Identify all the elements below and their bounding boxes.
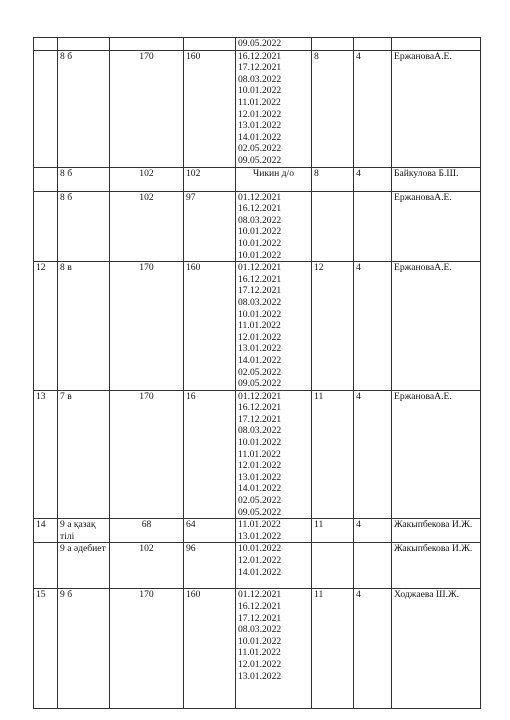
date-line: 09.05.2022 — [238, 506, 282, 518]
table-row — [34, 167, 481, 191]
dates-cell — [236, 262, 312, 391]
date-line: 13.01.2022 — [238, 120, 282, 132]
teacher-cell: ЕржановаА.Е. — [392, 262, 481, 391]
teacher-cell: Байкулова Б.Ш. — [392, 167, 481, 191]
date-line: 14.01.2022 — [238, 131, 282, 143]
class-cell: 9 а қазақ тілі — [58, 519, 110, 543]
dates-cell — [236, 543, 312, 589]
date-line: 17.12.2021 — [238, 285, 282, 297]
dates-cell — [236, 390, 312, 519]
count-cell: 8 — [312, 167, 354, 191]
date-line: Чикин д/о — [252, 167, 295, 179]
class-cell: 8 б — [58, 167, 110, 191]
row-number-cell — [34, 167, 58, 191]
planned-hours-cell: 102 — [110, 191, 184, 262]
date-line: 10.01.2022 — [238, 308, 282, 320]
dates-cell — [236, 167, 312, 191]
date-line: 17.12.2021 — [238, 612, 282, 624]
class-cell: 8 в — [58, 262, 110, 391]
class-cell: 9 а әдебиет — [58, 543, 110, 589]
grade-cell: 4 — [354, 167, 392, 191]
count-cell: 11 — [312, 589, 354, 709]
date-line: 13.01.2022 — [238, 530, 282, 542]
date-line: 12.01.2022 — [238, 460, 282, 472]
date-line: 11.01.2022 — [238, 448, 281, 460]
given-hours-cell: 160 — [184, 50, 236, 167]
date-line: 10.01.2022 — [238, 437, 282, 449]
date-line: 13.01.2022 — [238, 471, 282, 483]
table-row — [34, 589, 481, 709]
grade-cell: 4 — [354, 262, 392, 391]
count-cell: 12 — [312, 262, 354, 391]
dates-cell — [236, 38, 312, 51]
date-line: 08.03.2022 — [238, 214, 282, 226]
planned-hours-cell: 170 — [110, 390, 184, 519]
planned-hours-cell: 170 — [110, 262, 184, 391]
teacher-cell: ЕржановаА.Е. — [392, 191, 481, 262]
table-row — [34, 262, 481, 391]
date-line: 08.03.2022 — [238, 624, 282, 636]
planned-hours-cell: 170 — [110, 50, 184, 167]
planned-hours-cell: 170 — [110, 589, 184, 709]
date-line: 10.01.2022 — [238, 237, 282, 249]
given-hours-cell: 64 — [184, 519, 236, 543]
table-row — [34, 50, 481, 167]
row-number-cell: 15 — [34, 589, 58, 709]
date-line: 10.01.2022 — [238, 635, 282, 647]
grade-cell: 4 — [354, 519, 392, 543]
given-hours-cell: 96 — [184, 543, 236, 589]
date-line: 11.01.2022 — [238, 320, 281, 332]
row-number-cell — [34, 543, 58, 589]
dates-cell — [236, 50, 312, 167]
given-hours-cell: 102 — [184, 167, 236, 191]
date-line: 08.03.2022 — [238, 425, 282, 437]
teacher-cell — [392, 38, 481, 51]
count-cell: 8 — [312, 50, 354, 167]
row-number-cell — [34, 38, 58, 51]
given-hours-cell: 160 — [184, 589, 236, 709]
count-cell — [312, 38, 354, 51]
table-row — [34, 543, 481, 589]
grade-cell — [354, 543, 392, 589]
row-number-cell — [34, 191, 58, 262]
grade-cell — [354, 191, 392, 262]
given-hours-cell — [184, 38, 236, 51]
table-row — [34, 38, 481, 51]
date-line: 09.05.2022 — [238, 378, 282, 390]
date-line: 14.01.2022 — [238, 483, 282, 495]
planned-hours-cell — [110, 38, 184, 51]
grade-cell: 4 — [354, 589, 392, 709]
date-line: 02.05.2022 — [238, 143, 282, 155]
dates-cell — [236, 191, 312, 262]
row-number-cell — [34, 50, 58, 167]
class-cell: 8 б — [58, 191, 110, 262]
date-line: 10.01.2022 — [238, 543, 282, 555]
teacher-cell: Ходжаева Ш.Ж. — [392, 589, 481, 709]
date-line: 09.05.2022 — [238, 38, 282, 49]
date-line: 11.01.2022 — [238, 647, 281, 659]
given-hours-cell: 97 — [184, 191, 236, 262]
count-cell — [312, 191, 354, 262]
table-row — [34, 191, 481, 262]
count-cell: 11 — [312, 390, 354, 519]
teacher-cell: Жакыпбекова И.Ж. — [392, 543, 481, 589]
date-line: 14.01.2022 — [238, 354, 282, 366]
row-number-cell: 14 — [34, 519, 58, 543]
dates-cell — [236, 519, 312, 543]
date-line: 01.12.2021 — [238, 191, 282, 203]
teacher-cell: Жакыпбекова И.Ж. — [392, 519, 481, 543]
date-line: 01.12.2021 — [238, 589, 282, 601]
schedule-table — [33, 37, 481, 709]
date-line: 08.03.2022 — [238, 73, 282, 85]
grade-cell — [354, 38, 392, 51]
planned-hours-cell: 102 — [110, 167, 184, 191]
grade-cell: 4 — [354, 50, 392, 167]
date-line: 10.01.2022 — [238, 249, 282, 261]
teacher-cell: ЕржановаА.Е. — [392, 50, 481, 167]
date-line: 12.01.2022 — [238, 658, 282, 670]
date-line: 02.05.2022 — [238, 366, 282, 378]
class-cell: 8 б — [58, 50, 110, 167]
date-line: 14.01.2022 — [238, 566, 282, 578]
date-line: 16.12.2021 — [238, 601, 282, 612]
date-line: 09.05.2022 — [238, 154, 282, 166]
date-line: 10.01.2022 — [238, 226, 282, 238]
date-line: 16.12.2021 — [238, 50, 282, 62]
date-line: 17.12.2021 — [238, 62, 282, 74]
date-line: 10.01.2022 — [238, 85, 282, 97]
count-cell: 11 — [312, 519, 354, 543]
date-line: 16.12.2021 — [238, 203, 282, 215]
date-line: 13.01.2022 — [238, 670, 282, 682]
table-row — [34, 390, 481, 519]
date-line: 16.12.2021 — [238, 402, 282, 414]
date-line: 12.01.2022 — [238, 108, 282, 120]
date-line: 16.12.2021 — [238, 273, 282, 285]
date-line: 01.12.2021 — [238, 390, 282, 402]
date-line: 17.12.2021 — [238, 413, 282, 425]
row-number-cell: 13 — [34, 390, 58, 519]
teacher-cell: ЕржановаА.Е. — [392, 390, 481, 519]
class-cell — [58, 38, 110, 51]
planned-hours-cell: 102 — [110, 543, 184, 589]
date-line: 08.03.2022 — [238, 296, 282, 308]
date-line: 02.05.2022 — [238, 495, 282, 507]
date-line: 12.01.2022 — [238, 555, 282, 566]
planned-hours-cell: 68 — [110, 519, 184, 543]
table-row — [34, 519, 481, 543]
class-cell: 7 в — [58, 390, 110, 519]
date-line: 01.12.2021 — [238, 262, 282, 274]
class-cell: 9 б — [58, 589, 110, 709]
date-line: 12.01.2022 — [238, 331, 282, 343]
row-number-cell: 12 — [34, 262, 58, 391]
given-hours-cell: 160 — [184, 262, 236, 391]
grade-cell: 4 — [354, 390, 392, 519]
dates-cell — [236, 589, 312, 709]
given-hours-cell: 16 — [184, 390, 236, 519]
date-line: 11.01.2022 — [238, 96, 281, 108]
date-line: 11.01.2022 — [238, 519, 281, 531]
date-line: 13.01.2022 — [238, 343, 282, 355]
count-cell — [312, 543, 354, 589]
